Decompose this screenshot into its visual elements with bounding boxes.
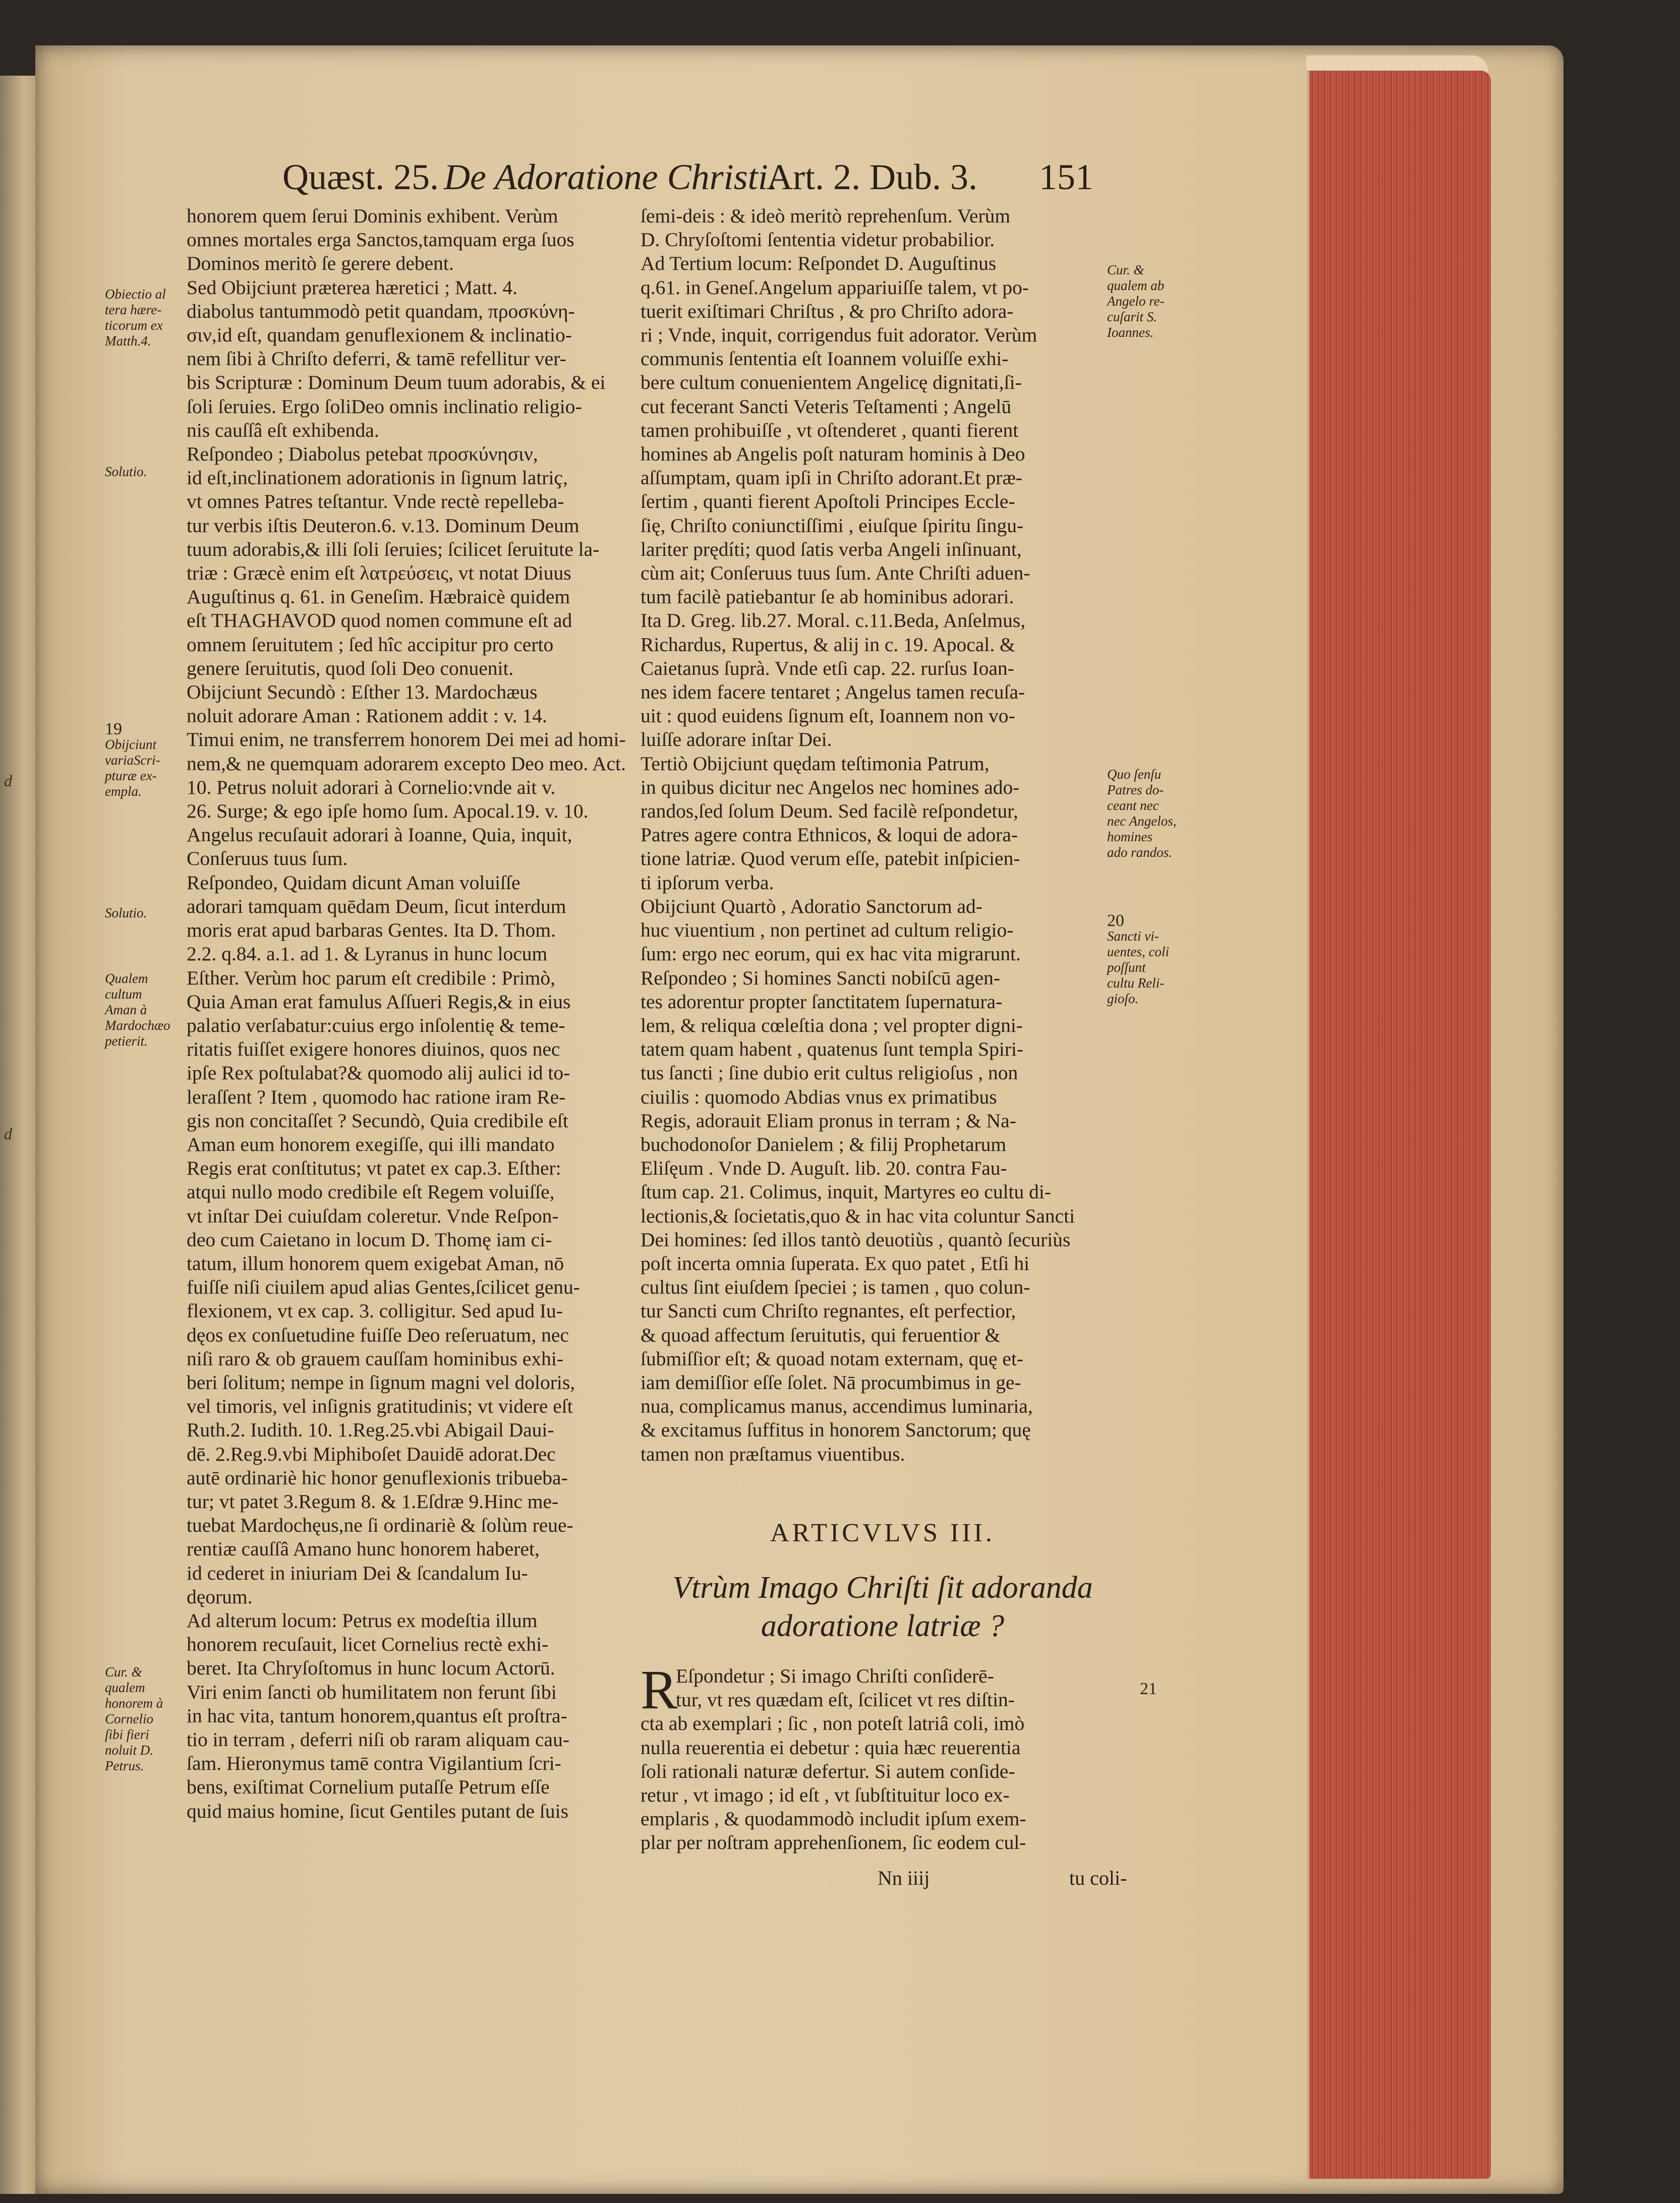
- text-line: bere cultum conuenientem Angelicę dignitati,ſi-: [641, 371, 1022, 394]
- text-line: diabolus tantummodò petit quandam, προσκύνη-: [187, 300, 575, 322]
- text-column-left: [187, 204, 641, 1823]
- text-line: ipſe Rex poſtulabat?& quomodo alij aulici id to-: [187, 1062, 570, 1084]
- text-line: nes idem facere tentaret ; Angelus tamen recuſa-: [641, 681, 1025, 704]
- margin-note-line: pturæ ex-: [105, 768, 157, 783]
- margin-note: [105, 286, 166, 349]
- margin-note-line: homines: [1107, 829, 1152, 844]
- text-line: huc viuentium , non pertinet ad cultum religio-: [641, 919, 1014, 942]
- text-line: ſoli ſeruies. Ergo ſoliDeo omnis inclinatio religio-: [187, 395, 582, 418]
- facing-page-edge: [0, 76, 40, 2194]
- text-line: nis cauſſâ eſt exhibenda.: [187, 419, 379, 441]
- margin-note-line: Cornelio: [105, 1711, 154, 1726]
- text-line: tur verbis iſtis Deuteron.6. v.13. Dominum Deum: [187, 514, 580, 537]
- margin-note-line: Patres do-: [1107, 782, 1164, 797]
- text-line: Regis erat conſtitutus; vt patet ex cap.3. Eſther:: [187, 1157, 561, 1180]
- text-line: ti ipſorum verba.: [641, 871, 774, 894]
- text-line: tuebat Mardochęus,ne ſi ordinariè & ſolùm reue-: [187, 1514, 573, 1537]
- text-line: adorari tamquam quēdam Deum, ſicut interdum: [187, 895, 566, 917]
- margin-note-line: Cur. &: [105, 1664, 142, 1679]
- text-line: Richardus, Rupertus, & alij in c. 19. Apocal. &: [641, 633, 1015, 656]
- text-line: Ad Tertium locum: Reſpondet D. Auguſtinus: [641, 252, 997, 275]
- text-line: Viri enim ſancti ob humilitatem non ferunt ſibi: [187, 1680, 557, 1703]
- margin-note-line: cuſarit S.: [1107, 309, 1157, 324]
- margin-note-line: Angelo re-: [1107, 294, 1165, 309]
- margin-note-line: Ioannes.: [1107, 325, 1154, 340]
- article-answer: [641, 1659, 1125, 1855]
- catchword: tu coli-: [1069, 1867, 1127, 1889]
- text-line: Ruth.2. Iudith. 10. 1.Reg.25.vbi Abigail Daui-: [187, 1419, 554, 1441]
- text-line: emplaris , & quodammodò includit ipſum exem-: [641, 1808, 1026, 1830]
- text-line: Eliſęum . Vnde D. Auguſt. lib. 20. contra Fau-: [641, 1157, 1007, 1180]
- margin-note-line: 20: [1107, 911, 1124, 930]
- paragraph-number: 21: [1140, 1679, 1157, 1698]
- text-line: Aman eum honorem exegiſſe, qui illi mandato: [187, 1133, 555, 1155]
- text-line: ſam. Hieronymus tamē contra Vigilantium ſcri-: [187, 1752, 561, 1775]
- text-line: 26. Surge; & ego ipſe homo ſum. Apocal.19. v. 10.: [187, 800, 589, 823]
- margin-note-line: Aman à: [105, 1002, 147, 1017]
- margin-note-line: Mardochæo: [105, 1018, 170, 1033]
- text-line: tuerit exiſtimari Chriſtus , & pro Chriſto adora-: [641, 300, 1014, 322]
- text-line: noluit adorare Aman : Rationem addit : v. 14.: [187, 705, 547, 727]
- text-line: q.61. in Geneſ.Angelum appariuiſſe talem, vt po-: [641, 276, 1029, 299]
- text-line: nulla reuerentia ei debetur : quia hæc reuerentia: [641, 1736, 1021, 1759]
- text-line: in hac vita, tantum honorem,quantus eſt proſtra-: [187, 1704, 567, 1727]
- text-line: palatio verſabatur:cuius ergo inſolentię & teme-: [187, 1014, 565, 1036]
- text-line: niſi raro & ob grauem cauſſam hominibus exhi-: [187, 1347, 564, 1370]
- margin-note-line: Matth.4.: [105, 333, 151, 349]
- text-line: 2.2. q.84. a.1. ad 1. & Lyranus in hunc locum: [187, 943, 548, 965]
- text-line: triæ : Græcè enim eſt λατρεύσεις, vt notat Diuus: [187, 562, 571, 585]
- text-line: buchodonoſor Danielem ; & filij Prophetarum: [641, 1133, 1007, 1155]
- text-line: Sed Obijciunt præterea hæretici ; Matt. 4.: [187, 276, 517, 299]
- margin-note-line: Qualem: [105, 971, 148, 986]
- text-line: in quibus dicitur nec Angelos nec homines ado-: [641, 776, 1020, 798]
- text-line: lem, & reliqua cœleſtia dona ; vel propter digni-: [641, 1014, 1023, 1036]
- text-line: cta ab exemplari ; ſic , non poteſt latriâ coli, imò: [641, 1712, 1025, 1735]
- text-line: vt omnes Patres teſtantur. Vnde rectè repelleba-: [187, 490, 564, 513]
- margin-note-line: tera hære-: [105, 302, 162, 317]
- text-line: honorem recuſauit, licet Cornelius rectè exhi-: [187, 1633, 549, 1656]
- text-line: tus ſancti ; ſine dubio erit cultus religioſus , non: [641, 1062, 1018, 1084]
- margin-note-line: Obiectio al: [105, 286, 166, 302]
- book-fore-edge: [1306, 71, 1491, 2179]
- margin-note-line: Solutio.: [105, 905, 147, 920]
- margin-note-line: ceant nec: [1107, 798, 1159, 813]
- text-line: honorem quem ſerui Dominis exhibent. Verùm: [187, 205, 558, 227]
- text-line: ciuilis : quomodo Abdias vnus ex primatibus: [641, 1085, 997, 1108]
- text-line: tione latriæ. Quod verum eſſe, patebit inſpicien-: [641, 847, 1020, 870]
- text-line: nua, complicamus manus, accendimus luminaria,: [641, 1395, 1033, 1418]
- margin-note: [1107, 913, 1169, 1007]
- header-title: De Adoratione Christi.: [444, 157, 777, 197]
- text-line: dē. 2.Reg.9.vbi Miphiboſet Dauidē adorat.Dec: [187, 1442, 556, 1465]
- margin-note-line: ado randos.: [1107, 845, 1173, 860]
- margin-note-line: Solutio.: [105, 464, 147, 479]
- text-line: lariter prędíti; quod ſatis verba Angeli inſinuant,: [641, 538, 1022, 560]
- margin-note: [1107, 262, 1165, 340]
- text-line: beri ſolitum; nempe in ſignum magni vel doloris,: [187, 1371, 575, 1394]
- text-line: & quoad affectum ſeruitutis, qui feruentior &: [641, 1323, 1001, 1346]
- initial-letter: R: [641, 1659, 678, 1720]
- text-line: Caietanus ſuprà. Vnde etſi cap. 22. rurſus Ioan-: [641, 657, 1014, 679]
- text-line: eſt THAGHAVOD quod nomen commune eſt ad: [187, 609, 572, 632]
- text-line: Patres agere contra Ethnicos, & loqui de adora-: [641, 824, 1018, 846]
- text-line: Reſpondeo, Quidam dicunt Aman voluiſſe: [187, 871, 520, 894]
- text-line: tatum, illum honorem quem exigebat Aman, nō: [187, 1252, 564, 1274]
- text-column-right: [641, 204, 1125, 1466]
- text-line: lectionis,& ſocietatis,quo & in hac vita coluntur Sancti: [641, 1204, 1075, 1227]
- margin-note-line: cultum: [105, 987, 142, 1002]
- text-line: aſſumptam, quam ipſi in Chriſto adorant.Et præ-: [641, 467, 1022, 489]
- header-question: Quæst. 25.: [282, 157, 439, 197]
- margin-note-line: variaScri-: [105, 752, 160, 768]
- text-line: ſertim , quanti fierent Apoſtoli Principes Eccle-: [641, 490, 1015, 513]
- text-line: autē ordinariè hic honor genuflexionis tribueba-: [187, 1466, 568, 1489]
- text-line: beret. Ita Chryſoſtomus in hunc locum Actorū.: [187, 1657, 555, 1679]
- margin-note-line: Cur. &: [1107, 262, 1144, 277]
- text-line: ri ; Vnde, inquit, corrigendus fuit adorator. Verùm: [641, 324, 1037, 346]
- text-line: quid maius homine, ſicut Gentiles putant de ſuis: [187, 1800, 568, 1822]
- text-line: atqui nullo modo credibile eſt Regem voluiſſe,: [187, 1181, 555, 1203]
- text-line: genere ſeruitutis, quod ſoli Deo conuenit.: [187, 657, 514, 679]
- text-line: nem ſibi à Chriſto deferri, & tamē refellitur ver-: [187, 347, 566, 370]
- text-line: cultus ſint eiuſdem ſpeciei ; is tamen , quo colun-: [641, 1276, 1030, 1299]
- text-line: gis non concitaſſet ? Secundò, Quia credibile eſt: [187, 1109, 568, 1132]
- text-line: tuum adorabis,& illi ſoli ſeruies; ſcilicet ſeruitute la-: [187, 538, 600, 560]
- text-line: ſemi-deis : & ideò meritò reprehenſum. Verùm: [641, 205, 1011, 227]
- text-line: deo cum Caietano in locum D. Thomę iam ci-: [187, 1228, 552, 1251]
- margin-note-line: Sancti vi-: [1107, 929, 1159, 944]
- text-line: retur , vt imago ; id eſt , vt ſubſtituitur loco ex-: [641, 1784, 1010, 1807]
- text-line: randos,ſed ſolum Deum. Sed facilè reſpondetur,: [641, 800, 1018, 823]
- text-line: tur; vt patet 3.Regum 8. & 1.Eſdræ 9.Hinc me-: [187, 1490, 559, 1513]
- margin-note-line: cultu Reli-: [1107, 975, 1165, 991]
- text-line: Obijciunt Secundò : Eſther 13. Mardochæus: [187, 681, 538, 704]
- margin-note: [1107, 767, 1176, 860]
- text-line: Regis, adorauit Eliam pronus in terram ; & Na-: [641, 1109, 1016, 1132]
- text-line: Timui enim, ne transferrem honorem Dei mei ad homi-: [187, 728, 626, 751]
- text-line: tur, vt res quædam eſt, ſcilicet vt res diſtin-: [676, 1689, 1015, 1711]
- text-line: ſoli rationali naturæ defertur. Si autem conſide-: [641, 1760, 1015, 1782]
- text-line: vt inſtar Dei cuiuſdam coleretur. Vnde Reſpon-: [187, 1204, 559, 1227]
- text-line: id eſt,inclinationem adorationis in ſignum latriç,: [187, 467, 568, 489]
- text-line: Ad alterum locum: Petrus ex modeſtia illum: [187, 1609, 538, 1632]
- text-line: 10. Petrus noluit adorari à Cornelio:vnde ait v.: [187, 776, 556, 798]
- text-line: Auguſtinus q. 61. in Geneſim. Hæbraicè quidem: [187, 586, 570, 608]
- text-line: Quia Aman erat famulus Aſſueri Regis,& in eius: [187, 990, 571, 1013]
- text-line: poſt incerta omnia ſuperata. Ex quo patet , Etſi hi: [641, 1252, 1030, 1274]
- text-line: ſtum cap. 21. Colimus, inquit, Martyres eo cultu di-: [641, 1181, 1052, 1203]
- text-line: & excitamus ſuffitus in honorem Sanctorum; quę: [641, 1419, 1031, 1441]
- margin-note-line: qualem: [105, 1680, 145, 1695]
- text-line: D. Chryſoſtomi ſententia videtur probabilior.: [641, 228, 995, 251]
- margin-note-line: qualem ab: [1107, 278, 1165, 293]
- text-line: tamen non præſtamus viuentibus.: [641, 1442, 905, 1465]
- margin-note-line: poſſunt: [1107, 960, 1146, 975]
- text-line: fuiſſe niſi ciuilem apud alias Gentes,ſcilicet genu-: [187, 1276, 580, 1299]
- text-line: tio in terram , deferri niſi ob raram aliquam cau-: [187, 1728, 569, 1751]
- margin-note: [105, 1664, 163, 1774]
- margin-note-line: uentes, coli: [1107, 944, 1169, 959]
- header-article: Art. 2. Dub. 3.: [767, 157, 977, 197]
- text-line: Eſpondetur ; Si imago Chriſti conſiderē-: [676, 1665, 994, 1687]
- text-line: tatem quam habent , quatenus ſunt templa Spiri-: [641, 1038, 1024, 1061]
- text-line: Conſeruus tuus ſum.: [187, 847, 348, 870]
- text-line: tur Sancti cum Chriſto regnantes, eſt perfectior,: [641, 1300, 1016, 1322]
- text-line: cùm ait; Conſeruus tuus ſum. Ante Chriſti aduen-: [641, 562, 1030, 585]
- margin-note-line: nec Angelos,: [1107, 814, 1177, 829]
- text-line: omnes mortales erga Sanctos,tamquam erga ſuos: [187, 228, 574, 251]
- text-line: homines ab Angelis poſt naturam hominis à Deo: [641, 443, 1025, 466]
- article-question-line: Vtrùm Imago Chriſti ſit adoranda: [672, 1571, 1093, 1605]
- margin-note-line: petierit.: [105, 1033, 148, 1049]
- text-line: omnem ſeruitutem ; ſed hîc accipitur pro certo: [187, 633, 554, 656]
- text-line: Dei homines: ſed illos tantò deuotiùs , quantò ſecuriùs: [641, 1228, 1071, 1251]
- text-line: cut fecerant Sancti Veteris Teſtamenti ; Angelū: [641, 395, 1012, 418]
- margin-note-line: gioſo.: [1107, 991, 1139, 1006]
- text-line: dęos ex conſuetudine fuiſſe Deo reſeruatum, nec: [187, 1323, 569, 1346]
- text-line: Eſther. Verùm hoc parum eſt credibile : Primò,: [187, 966, 555, 989]
- article-question-line: adoratione latriæ ?: [761, 1609, 1005, 1643]
- text-line: Angelus recuſauit adorari à Ioanne, Quia, inquit,: [187, 824, 572, 846]
- page-number: 151: [1039, 157, 1093, 197]
- text-line: vel timoris, vel inſignis gratitudinis; vt videre eſt: [187, 1395, 573, 1418]
- text-line: ſię, Chriſto coniunctiſſimi , eiuſque ſpiritu ſingu-: [641, 514, 1024, 537]
- margin-note-line: Obijciunt: [105, 737, 156, 752]
- text-line: uit : quod euidens ſignum eſt, Ioannem non vo-: [641, 705, 1015, 727]
- margin-note-line: 19: [105, 720, 122, 738]
- text-line: ſubmiſſior eſt; & quoad notam externam, quę et-: [641, 1347, 1024, 1370]
- text-line: rentiæ cauſſâ Amano hunc honorem haberet,: [187, 1538, 540, 1560]
- text-line: iam demiſſior eſſe ſolet. Nā procumbimus in ge-: [641, 1371, 1021, 1394]
- article-question: [641, 1569, 1125, 1645]
- margin-note-line: honorem à: [105, 1696, 163, 1711]
- article-heading: ARTICVLVS III.: [770, 1519, 995, 1547]
- margin-note-line: noluit D.: [105, 1743, 154, 1758]
- margin-note: [105, 971, 170, 1049]
- text-line: ſum: ergo nec eorum, qui ex hac vita migrarunt.: [641, 943, 1021, 965]
- margin-note-line: ticorum ex: [105, 318, 163, 333]
- text-line: Obijciunt Quartò , Adoratio Sanctorum ad-: [641, 895, 982, 917]
- margin-note-line: Quo ſenſu: [1107, 767, 1162, 782]
- text-line: Reſpondeo ; Diabolus petebat προσκύνησιν,: [187, 443, 538, 466]
- signature-mark: Nn iiij: [878, 1867, 930, 1889]
- text-line: σιν,id eſt, quandam genuflexionem & inclinatio-: [187, 324, 572, 346]
- margin-note: [105, 721, 160, 799]
- margin-note: [105, 905, 147, 921]
- text-line: nem,& ne quemquam adorarem excepto Deo meo. Act.: [187, 752, 626, 775]
- text-line: tes adorentur propter ſanctitatem ſupernatura-: [641, 990, 1003, 1013]
- text-line: tum facilè patiebantur ſe ab hominibus adorari.: [641, 586, 1014, 608]
- text-line: leraſſent ? Item , quomodo hac ratione iram Re-: [187, 1085, 566, 1108]
- text-line: plar per noſtram apprehenſionem, ſic eodem cul-: [641, 1831, 1026, 1854]
- text-line: bens, exiſtimat Cornelium putaſſe Petrum eſſe: [187, 1776, 550, 1799]
- text-line: Reſpondeo ; Si homines Sancti nobiſcū agen-: [641, 966, 1001, 989]
- text-line: Ita D. Greg. lib.27. Moral. c.11.Beda, Anſelmus,: [641, 609, 1026, 632]
- text-line: luiſſe adorare inſtar Dei.: [641, 728, 832, 751]
- margin-note: [105, 464, 147, 480]
- text-line: tamen prohibuiſſe , vt oſtenderet , quanti fierent: [641, 419, 1019, 441]
- text-line: moris erat apud barbaras Gentes. Ita D. Thom.: [187, 919, 556, 942]
- running-header: [272, 151, 1099, 207]
- facing-page-mark: d: [4, 1125, 12, 1143]
- text-line: flexionem, vt ex cap. 3. colligitur. Sed apud Iu-: [187, 1300, 563, 1322]
- text-line: ritatis fuiſſet exigere honores diuinos, quos nec: [187, 1038, 560, 1061]
- text-line: dęorum.: [187, 1585, 253, 1608]
- margin-note-line: ſibi fieri: [105, 1727, 149, 1742]
- text-line: communis ſententia eſt Ioannem voluiſſe exhi-: [641, 347, 1009, 370]
- text-line: bis Scripturæ : Dominum Deum tuum adorabis, & ei: [187, 371, 606, 394]
- margin-note-line: empla.: [105, 784, 142, 799]
- text-line: id cederet in iniuriam Dei & ſcandalum Iu-: [187, 1561, 528, 1584]
- margin-note-line: Petrus.: [105, 1758, 144, 1773]
- text-line: Dominos meritò ſe gerere debent.: [187, 252, 454, 275]
- text-line: Tertiò Obijciunt quędam teſtimonia Patrum,: [641, 752, 990, 775]
- facing-page-mark: d: [4, 772, 12, 790]
